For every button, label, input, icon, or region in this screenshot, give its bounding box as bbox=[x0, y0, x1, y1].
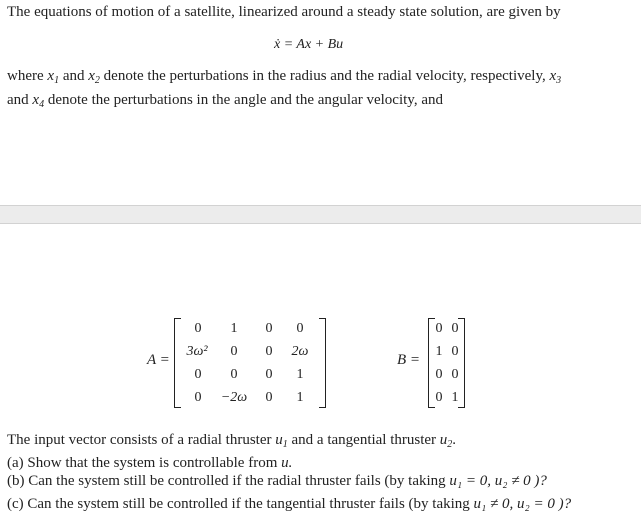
text-where: where bbox=[7, 68, 44, 84]
question-c-condition: u₁ ≠ 0, u₂ = 0 )? bbox=[473, 496, 572, 512]
matrix-b-cell: 1 bbox=[451, 390, 459, 405]
matrix-a-cell: 0 bbox=[296, 321, 304, 336]
matrix-a-cell: 0 bbox=[194, 321, 202, 336]
question-a bbox=[7, 455, 292, 472]
matrix-a-cell: 1 bbox=[296, 367, 304, 382]
text-tangential: and a tangential thruster bbox=[291, 432, 437, 448]
question-a-text: (a) Show that the system is controllable from bbox=[7, 455, 278, 471]
question-c bbox=[7, 496, 571, 513]
matrix-a-cell: −2ω bbox=[220, 390, 248, 405]
matrix-b-cell: 1 bbox=[435, 344, 443, 359]
var-u2: $u_2$ bbox=[439, 432, 453, 450]
var-x2: $x_2$ bbox=[88, 68, 100, 86]
matrix-a-cell: 0 bbox=[230, 344, 238, 359]
matrix-b-cell: 0 bbox=[435, 321, 443, 336]
input-vector-line bbox=[7, 432, 456, 449]
matrix-a-cell: 1 bbox=[230, 321, 238, 336]
matrix-a-cell: 0 bbox=[265, 321, 273, 336]
matrix-a-cell: 0 bbox=[230, 367, 238, 382]
matrix-a-cell: 1 bbox=[296, 390, 304, 405]
matrix-b-cell: 0 bbox=[451, 321, 459, 336]
question-b-text: (b) Can the system still be controlled if the radial thruster fails (by taking bbox=[7, 473, 446, 489]
matrix-a-right-bracket bbox=[319, 318, 326, 408]
matrix-a-cell: 0 bbox=[265, 344, 273, 359]
matrix-b-cell: 0 bbox=[451, 367, 459, 382]
text-and: and bbox=[62, 68, 85, 84]
matrix-b-cell: 0 bbox=[435, 390, 443, 405]
var-u1: $u_1$ bbox=[275, 432, 288, 450]
matrix-a-cell: 2ω bbox=[291, 344, 309, 359]
var-x4: $x_4$ bbox=[32, 92, 45, 110]
matrix-b-cell: 0 bbox=[451, 344, 459, 359]
matrix-a-cell: 0 bbox=[194, 367, 202, 382]
section-divider bbox=[0, 205, 641, 224]
question-c-text: (c) Can the system still be controlled if the tangential thruster fails (by taking bbox=[7, 496, 470, 512]
matrix-a-cell: 0 bbox=[265, 390, 273, 405]
text-angle-description: denote the perturbations in the angle and the angular velocity, and bbox=[47, 92, 443, 108]
text-radius-description: denote the perturbations in the radius and the radial velocity, respectively, bbox=[103, 68, 546, 84]
var-x1: $x_1$ bbox=[47, 68, 60, 86]
var-x3: $x_3$ bbox=[549, 68, 562, 86]
question-b-condition: u₁ = 0, u₂ ≠ 0 )? bbox=[449, 473, 547, 489]
intro-line-1: The equations of motion of a satellite, linearized around a steady state solution, are given by bbox=[7, 4, 561, 20]
state-equation: ẋ = Ax + Bu bbox=[274, 37, 344, 52]
text-and-2: and bbox=[7, 92, 29, 108]
matrix-b-label: B = bbox=[397, 352, 421, 368]
matrix-a-cell: 0 bbox=[265, 367, 273, 382]
intro-line-2 bbox=[7, 68, 561, 85]
matrix-a-left-bracket bbox=[174, 318, 181, 408]
text-input-vector: The input vector consists of a radial thruster bbox=[7, 432, 272, 448]
question-a-var: u. bbox=[281, 455, 293, 471]
matrix-b-cell: 0 bbox=[435, 367, 443, 382]
matrix-a-label: A = bbox=[147, 352, 170, 368]
text-period: . bbox=[452, 432, 457, 448]
question-b bbox=[7, 473, 547, 490]
matrix-a-cell: 3ω² bbox=[186, 344, 208, 359]
intro-line-3 bbox=[7, 92, 443, 109]
matrix-a-cell: 0 bbox=[194, 390, 202, 405]
